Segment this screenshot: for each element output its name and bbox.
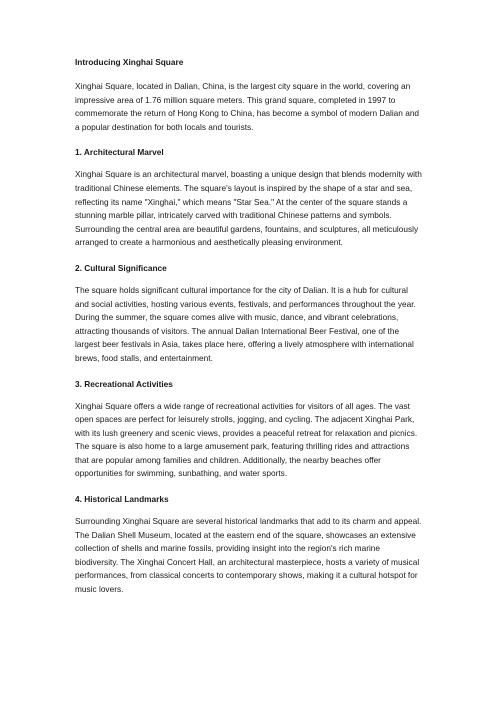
section-heading-architectural-marvel: 1. Architectural Marvel (75, 147, 164, 158)
section-body-recreational-activities: Xinghai Square offers a wide range of recreational activities for visitors of all ages. The vast open spaces are perfect for leisurely strolls, jogging, and cycling. The adjacent Xinghai Park, with its lush greenery and scenic views, provides a peaceful retreat for relaxation and picnics. The square is also home to a large amusement park, featuring thrilling rides and attractions that are popular among families and children. Additionally, the nearby beaches offer opportunities for swimming, sunbathing, and water sports. (75, 400, 418, 479)
section-heading-historical-landmarks: 4. Historical Landmarks (75, 494, 169, 505)
document-title: Introducing Xinghai Square (75, 57, 184, 67)
section-body-cultural-significance: The square holds significant cultural importance for the city of Dalian. It is a hub for cultural and social activities, hosting various events, festivals, and performances throughout the year. During the summer, the square comes alive with music, dance, and vibrant celebrations, attracting thousands of visitors. The annual Dalian International Beer Festival, one of the largest beer festivals in Asia, takes place here, offering a lively atmosphere with international brews, food stalls, and entertainment. (75, 284, 416, 363)
section-heading-cultural-significance: 2. Cultural Significance (75, 262, 167, 273)
section-body-architectural-marvel: Xinghai Square is an architectural marvel, boasting a unique design that blends modernity with traditional Chinese elements. The square's layout is inspired by the shape of a star and sea, reflecting its name "Xinghai," which means "Star Sea." At the center of the square stands a stunning marble pillar, intricately carved with traditional Chinese patterns and symbols. Surrounding the central area are beautiful gardens, fountains, and sculptures, all meticulously arranged to create a harmonious and aesthetically pleasing environment. (75, 169, 422, 248)
intro-paragraph: Xinghai Square, located in Dalian, China, is the largest city square in the world, covering an impressive area of 1.76 million square meters. This grand square, completed in 1997 to commemorate the return of Hong Kong to China, has become a symbol of modern Dalian and a popular destination for both locals and tourists. (75, 81, 420, 132)
section-body-historical-landmarks: Surrounding Xinghai Square are several historical landmarks that add to its charm and appeal. The Dalian Shell Museum, located at the eastern end of the square, showcases an extensive collection of shells and marine fossils, providing insight into the region's rich marine biodiversity. The Xinghai Concert Hall, an architectural masterpiece, hosts a variety of musical performances, from classical concerts to contemporary shows, making it a cultural hotspot for music lovers. (75, 516, 422, 595)
document-page (75, 56, 423, 609)
section-heading-recreational-activities: 3. Recreational Activities (75, 378, 173, 389)
